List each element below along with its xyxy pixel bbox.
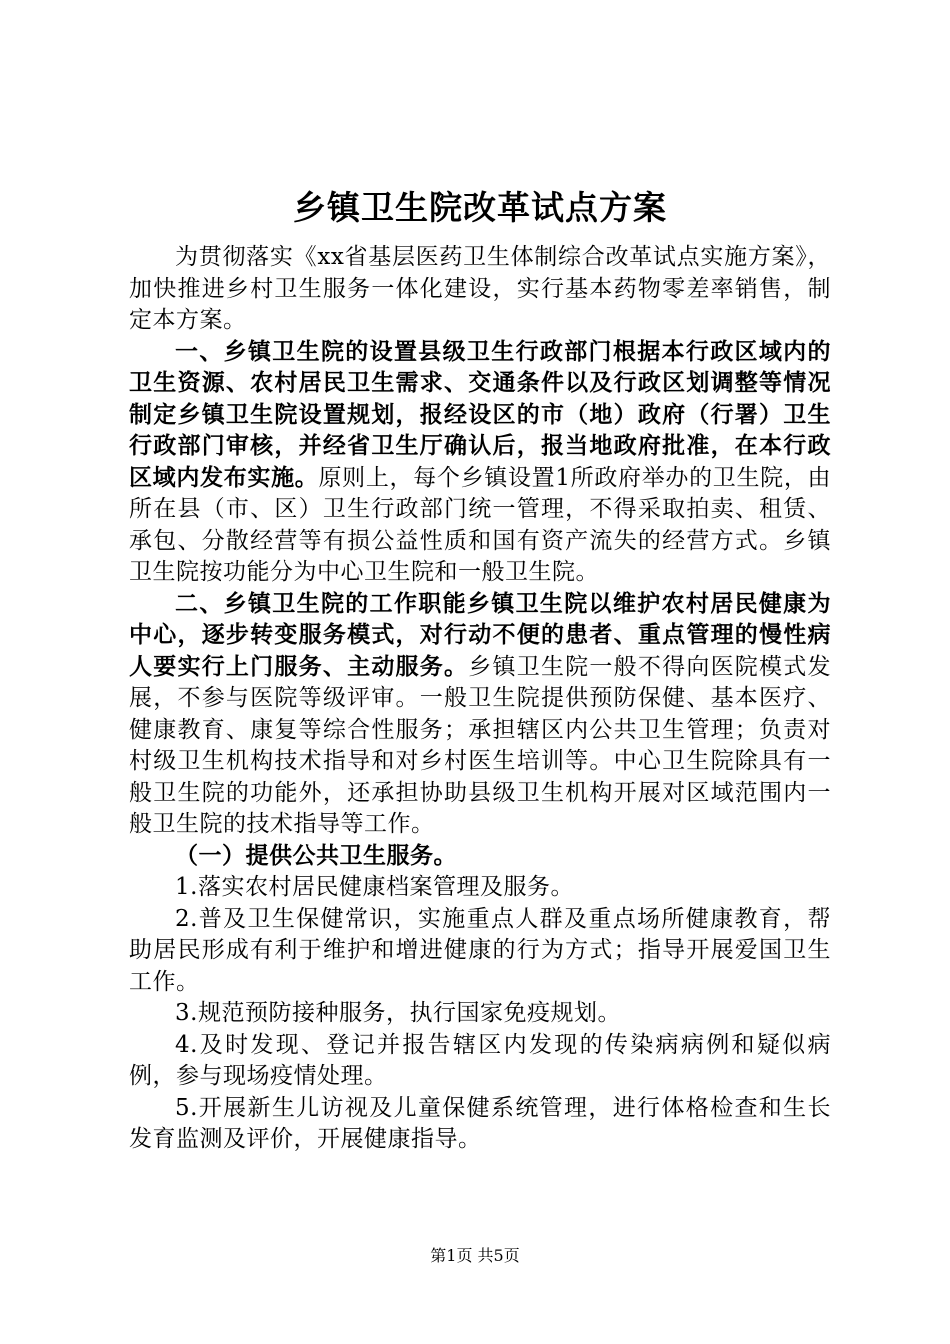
document-title: 乡镇卫生院改革试点方案 [293,188,667,227]
list-item-5: 5.开展新生儿访视及儿童保健系统管理，进行体格检查和生长发育监测及评价，开展健康指导。 [129,1094,831,1152]
section-2-body: 乡镇卫生院一般不得向医院模式发展，不参与医院等级评审。一般卫生院提供预防保健、基本医疗、健康教育、康复等综合性服务；承担辖区内公共卫生管理；负责对村级卫生机构技术指导和对乡村医生培训等。中心卫生院除具有一般卫生院的功能外，还承担协助县级卫生机构开展对区域范围内一般卫生院的技术指导等工作。 [129,653,832,837]
list-item-1: 1.落实农村居民健康档案管理及服务。 [175,874,574,900]
section-2-heading: 二、乡镇卫生院的工作职能乡镇卫生院以维护农村居民健康为中心，逐步转变服务模式，对行动不便的患者、重点管理的慢性病人要实行上门服务、主动服务。 [129,590,831,680]
list-item-2: 2.普及卫生保健常识，实施重点人群及重点场所健康教育，帮助居民形成有利于维护和增进健康的行为方式；指导开展爱国卫生工作。 [129,905,831,995]
document-body [129,180,831,1156]
page-footer: 第1页 共5页 [430,1246,520,1265]
section-1-body: 原则上，每个乡镇设置1所政府举办的卫生院，由所在县（市、区）卫生行政部门统一管理，不得采取拍卖、租赁、承包、分散经营等有损公益性质和国有资产流失的经营方式。乡镇卫生院按功能分为中心卫生院和一般卫生院。 [129,464,831,585]
section-1-paragraph [129,337,831,589]
list-item-4: 4.及时发现、登记并报告辖区内发现的传染病病例和疑似病例，参与现场疫情处理。 [129,1031,831,1089]
section-2-paragraph [129,589,831,841]
intro-paragraph: 为贯彻落实《xx省基层医药卫生体制综合改革试点实施方案》，加快推进乡村卫生服务一体化建设，实行基本药物零差率销售，制定本方案。 [129,244,831,333]
list-item-3: 3.规范预防接种服务，执行国家免疫规划。 [175,1000,621,1026]
subsection-1-heading: （一）提供公共卫生服务。 [175,842,457,869]
section-1-heading: 一、乡镇卫生院的设置县级卫生行政部门根据本行政区域内的卫生资源、农村居民卫生需求、交通条件以及行政区划调整等情况制定乡镇卫生院设置规划，报经设区的市（地）政府（行署）卫生行政部门审核，并经省卫生厅确认后，报当地政府批准，在本行政区域内发布实施。 [129,338,831,491]
